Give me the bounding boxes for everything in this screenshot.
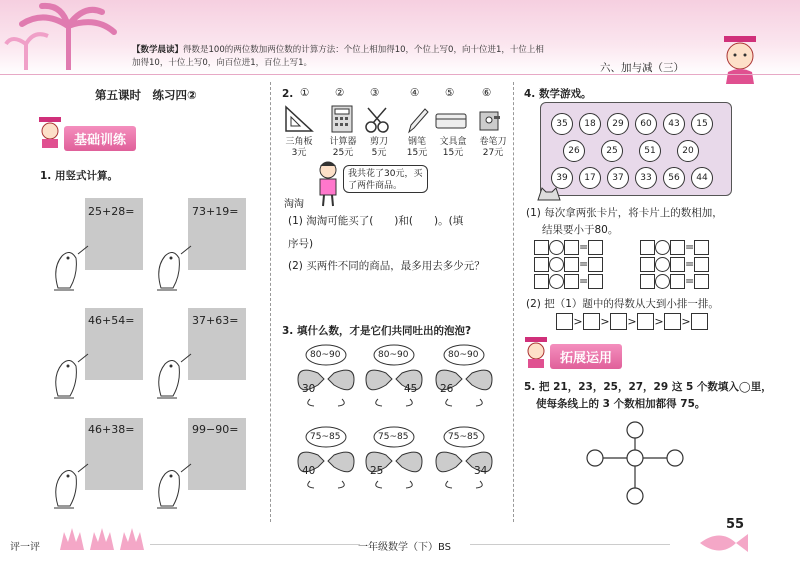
number-card: 44 <box>691 167 713 189</box>
item-price: 15元 <box>442 148 464 158</box>
card-board <box>540 102 732 196</box>
boy-icon <box>312 160 344 208</box>
answer-box[interactable] <box>670 257 685 272</box>
answer-box[interactable] <box>534 240 549 255</box>
number-card: 43 <box>663 113 685 135</box>
item-5 <box>432 137 474 159</box>
item-price: 15元 <box>406 148 428 158</box>
label-2: ② <box>335 87 345 99</box>
number-card: 15 <box>691 113 713 135</box>
fish-pair-3 <box>434 343 494 409</box>
number-card: 18 <box>579 113 601 135</box>
scissors-icon <box>364 106 392 134</box>
equation-row: = <box>534 257 624 274</box>
q5-title-a: 5. 把 21，23，25，27，29 这 5 个数填入◯里， <box>524 381 772 393</box>
equation-row: = <box>640 274 730 291</box>
q4-sub1-b: 结果要小于80。 <box>542 224 619 236</box>
order-box[interactable] <box>583 313 600 330</box>
order-box[interactable] <box>691 313 708 330</box>
expr-3: 46+54= <box>88 314 135 327</box>
speech-bubble: 我共花了30元，买了两件商品。 <box>343 165 428 193</box>
answer-box[interactable] <box>694 257 709 272</box>
q2-number: 2. <box>282 88 294 100</box>
order-box[interactable] <box>610 313 627 330</box>
graduate-icon <box>36 115 64 149</box>
equation-grid-left <box>534 240 624 291</box>
equation-row: = <box>534 240 624 257</box>
answer-box[interactable] <box>670 274 685 289</box>
q2-sub1-b: 序号) <box>288 238 314 250</box>
number-card: 56 <box>663 167 685 189</box>
bubble-label: 75~85 <box>448 432 479 442</box>
operator-circle[interactable] <box>549 240 564 255</box>
item-price: 5元 <box>371 148 387 158</box>
answer-box[interactable] <box>534 257 549 272</box>
equation-grid-right <box>640 240 730 291</box>
gt-sign: > <box>573 314 583 328</box>
gt-sign: > <box>600 314 610 328</box>
section-ext-badge: 拓展运用 <box>550 344 622 369</box>
fish-pair-4 <box>296 425 356 491</box>
seal-icon <box>48 352 92 402</box>
answer-box[interactable] <box>640 257 655 272</box>
item-price: 3元 <box>291 148 307 158</box>
expr-5: 46+38= <box>88 423 135 436</box>
fish-pair-5 <box>364 425 424 491</box>
pen-icon <box>405 106 429 134</box>
seal-icon <box>48 244 92 294</box>
slot-circle[interactable] <box>627 488 643 504</box>
sharpener-icon <box>476 106 502 134</box>
bubble-label: 80~90 <box>310 350 341 360</box>
answer-box[interactable] <box>670 240 685 255</box>
answer-box[interactable] <box>564 240 579 255</box>
doctor-kid-icon <box>712 30 772 86</box>
order-box[interactable] <box>664 313 681 330</box>
operator-circle[interactable] <box>549 274 564 289</box>
calculator-icon <box>330 104 354 134</box>
pencil-box-icon <box>434 110 468 132</box>
header-divider <box>0 74 800 75</box>
bubble-label: 80~90 <box>378 350 409 360</box>
label-1: ① <box>300 87 310 99</box>
answer-box[interactable] <box>694 274 709 289</box>
number-card: 60 <box>635 113 657 135</box>
q4-sub1-a: (1) 每次拿两张卡片，将卡片上的数相加， <box>526 207 723 219</box>
page-number: 55 <box>726 517 745 532</box>
answer-box[interactable] <box>640 240 655 255</box>
item-3 <box>358 137 400 159</box>
fish-right-value: 34 <box>474 465 488 477</box>
answer-box[interactable] <box>694 240 709 255</box>
bubble-label: 80~90 <box>448 350 479 360</box>
fish-left-value: 26 <box>440 383 454 395</box>
item-6 <box>472 137 514 159</box>
triangle-ruler-icon <box>284 105 314 133</box>
fish-pair-2 <box>364 343 424 409</box>
q2-sub1-a: (1) 淘淘可能买了( )和( )。(填 <box>288 215 464 227</box>
operator-circle[interactable] <box>655 240 670 255</box>
gt-sign: > <box>681 314 691 328</box>
footer-rule-right <box>470 544 670 545</box>
expr-6: 99−90= <box>192 423 239 436</box>
graduate-icon <box>522 335 550 369</box>
label-5: ⑤ <box>445 87 455 99</box>
q4-title: 4. 数学游戏。 <box>524 88 592 100</box>
fish-icon <box>690 528 750 558</box>
fish-pair-6 <box>434 425 494 491</box>
number-card: 37 <box>607 167 629 189</box>
slot-circle[interactable] <box>627 450 643 466</box>
rate-label: 评一评 <box>10 542 40 553</box>
item-price: 25元 <box>332 148 354 158</box>
label-3: ③ <box>370 87 380 99</box>
cat-icon <box>534 180 564 202</box>
number-card: 39 <box>551 167 573 189</box>
slot-circle[interactable] <box>667 450 683 466</box>
cross-diagram <box>575 418 695 514</box>
column-divider-1 <box>270 82 271 522</box>
item-name: 钢笔 <box>407 137 426 147</box>
morning-reading <box>132 44 632 70</box>
item-name: 计算器 <box>329 137 357 147</box>
item-name: 卷笔刀 <box>479 137 507 147</box>
number-card: 26 <box>563 140 585 162</box>
number-card: 29 <box>607 113 629 135</box>
fish-left-value: 30 <box>302 383 316 395</box>
bubble-label: 75~85 <box>378 432 409 442</box>
label-6: ⑥ <box>482 87 492 99</box>
rating-crowns-icon <box>56 524 146 552</box>
number-card: 35 <box>551 113 573 135</box>
gt-sign: > <box>654 314 664 328</box>
equation-row: = <box>640 240 730 257</box>
fish-left-value: 40 <box>302 465 316 477</box>
number-card: 17 <box>579 167 601 189</box>
unit-title: 六、加与减（三） <box>600 62 684 74</box>
reading-text-1: 得数是100的两位数加两位数的计算方法：个位上相加得10，个位上写0，向十位进1，十位上相 <box>183 45 544 55</box>
answer-box[interactable] <box>534 274 549 289</box>
number-card: 20 <box>677 140 699 162</box>
palm-tree-icon <box>4 2 124 74</box>
answer-box[interactable] <box>640 274 655 289</box>
operator-circle[interactable] <box>655 274 670 289</box>
expr-4: 37+63= <box>192 314 239 327</box>
bubble-label: 75~85 <box>310 432 341 442</box>
answer-box[interactable] <box>588 240 603 255</box>
q2-sub2: (2) 买两件不同的商品，最多用去多少元？ <box>288 260 485 272</box>
fish-pair-1 <box>296 343 356 409</box>
item-name: 剪刀 <box>369 137 388 147</box>
fish-right-value: 45 <box>404 383 418 395</box>
answer-box[interactable] <box>564 257 579 272</box>
operator-circle[interactable] <box>655 257 670 272</box>
order-box[interactable] <box>556 313 573 330</box>
book-title: 一年级数学（下）BS <box>358 542 452 553</box>
answer-box[interactable] <box>564 274 579 289</box>
answer-box[interactable] <box>588 274 603 289</box>
section-basic-badge: 基础训练 <box>64 126 136 151</box>
seal-icon <box>151 462 195 512</box>
character-name: 淘淘 <box>284 199 304 210</box>
label-4: ④ <box>410 87 420 99</box>
reading-title: 【数学晨读】 <box>132 45 184 55</box>
operator-circle[interactable] <box>549 257 564 272</box>
item-price: 27元 <box>482 148 504 158</box>
answer-box[interactable] <box>588 257 603 272</box>
seal-icon <box>151 244 195 294</box>
q5-title-b: 使每条线上的 3 个数相加都得 75。 <box>536 398 706 410</box>
ordering-row <box>556 313 708 330</box>
footer <box>0 538 800 571</box>
slot-circle[interactable] <box>587 450 603 466</box>
slot-circle[interactable] <box>627 422 643 438</box>
q3-title: 3. 填什么数，才是它们共同吐出的泡泡? <box>282 325 472 337</box>
equation-row: = <box>640 257 730 274</box>
number-card: 33 <box>635 167 657 189</box>
fish-left-value: 25 <box>370 465 384 477</box>
footer-rule-left <box>150 544 360 545</box>
q4-sub2: (2) 把（1）题中的得数从大到小排一排。 <box>526 298 719 310</box>
item-name: 文具盒 <box>439 137 467 147</box>
number-card: 25 <box>601 140 623 162</box>
number-card: 51 <box>639 140 661 162</box>
q1-title: 1. 用竖式计算。 <box>40 170 118 182</box>
expr-1: 25+28= <box>88 205 135 218</box>
item-name: 三角板 <box>285 137 313 147</box>
reading-text-2: 加得10，十位上写0，向百位进1，百位上写1。 <box>132 58 313 68</box>
lesson-title: 第五课时 练习四② <box>95 88 197 102</box>
seal-icon <box>151 352 195 402</box>
equation-row: = <box>534 274 624 291</box>
order-box[interactable] <box>637 313 654 330</box>
gt-sign: > <box>627 314 637 328</box>
seal-icon <box>48 462 92 512</box>
item-1 <box>278 137 320 159</box>
expr-2: 73+19= <box>192 205 239 218</box>
